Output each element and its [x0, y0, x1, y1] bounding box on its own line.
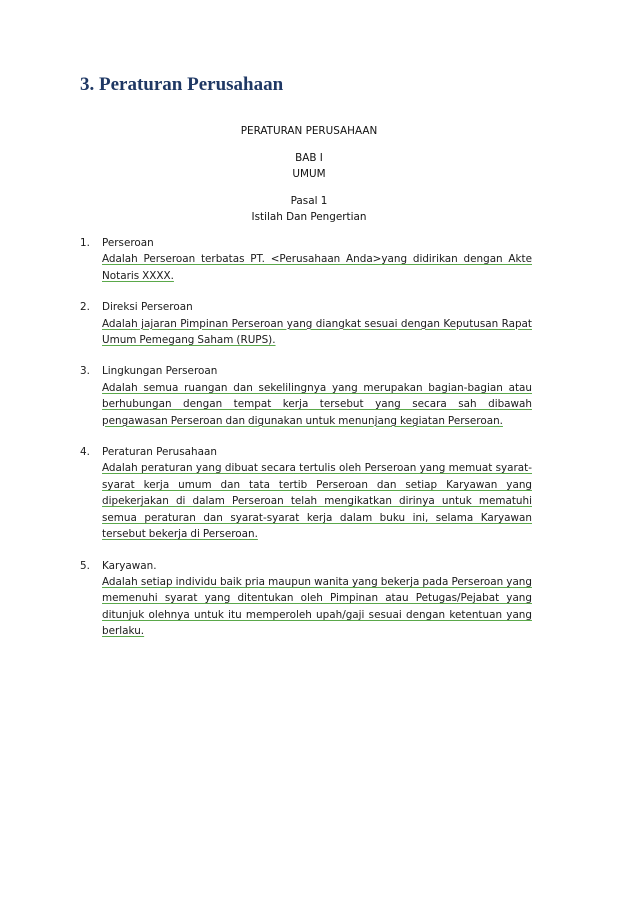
item-number: 5.	[80, 559, 90, 572]
item-number: 2.	[80, 301, 90, 314]
definition-item-lingkungan-perseroan	[80, 363, 532, 429]
bab-heading	[80, 150, 538, 182]
definition-item-peraturan-perusahaan	[80, 444, 532, 542]
definition-item-karyawan	[80, 558, 532, 640]
item-definition: Adalah semua ruangan dan sekelilingnya yang merupakan bagian-bagian atau berhubungan dengan tempat kerja tersebut yang secara sah dibawah pengawasan Perseroan dan digunakan untuk menunjang kegiatan Perseroan.	[102, 381, 532, 427]
item-number: 1.	[80, 237, 90, 249]
document-title-block	[80, 123, 538, 139]
item-definition: Adalah jajaran Pimpinan Perseroan yang diangkat sesuai dengan Keputusan Rapat Umum Pemegang Saham (RUPS).	[102, 317, 532, 347]
item-term: Karyawan.	[102, 559, 157, 572]
definition-item-direksi-perseroan	[80, 299, 532, 348]
definition-item-perseroan	[80, 235, 532, 284]
bab-name: UMUM	[292, 168, 326, 180]
item-term: Perseroan	[102, 237, 154, 249]
item-term: Direksi Perseroan	[102, 301, 193, 314]
definitions-list	[80, 235, 532, 655]
item-number: 3.	[80, 365, 90, 378]
section-heading: 3. Peraturan Perusahaan	[80, 74, 284, 95]
bab-number: BAB I	[295, 152, 323, 164]
item-definition: Adalah peraturan yang dibuat secara tertulis oleh Perseroan yang memuat syarat-syarat kerja umum dan tata tertib Perseroan dan setiap Karyawan yang dipekerjakan di dalam Perseroan telah mengikatkan dirinya untuk mematuhi semua peraturan dan syarat-syarat kerja dalam buku ini, selama Karyawan tersebut bekerja di Perseroan.	[102, 462, 532, 541]
document-title: PERATURAN PERUSAHAAN	[240, 125, 378, 137]
pasal-number: Pasal 1	[290, 195, 328, 207]
item-number: 4.	[80, 446, 90, 459]
item-definition: Adalah Perseroan terbatas PT. <Perusahaan Anda>yang didirikan dengan Akte Notaris XXXX.	[102, 253, 532, 282]
item-term: Peraturan Perusahaan	[102, 446, 217, 459]
item-term: Lingkungan Perseroan	[102, 365, 218, 378]
item-definition: Adalah setiap individu baik pria maupun wanita yang bekerja pada Perseroan yang memenuhi syarat yang ditentukan oleh Pimpinan atau Petugas/Pejabat yang ditunjuk olehnya untuk itu memperoleh upah/gaji sesuai dengan ketentuan yang berlaku.	[102, 575, 532, 638]
pasal-heading	[80, 193, 538, 225]
pasal-title: Istilah Dan Pengertian	[251, 211, 367, 223]
